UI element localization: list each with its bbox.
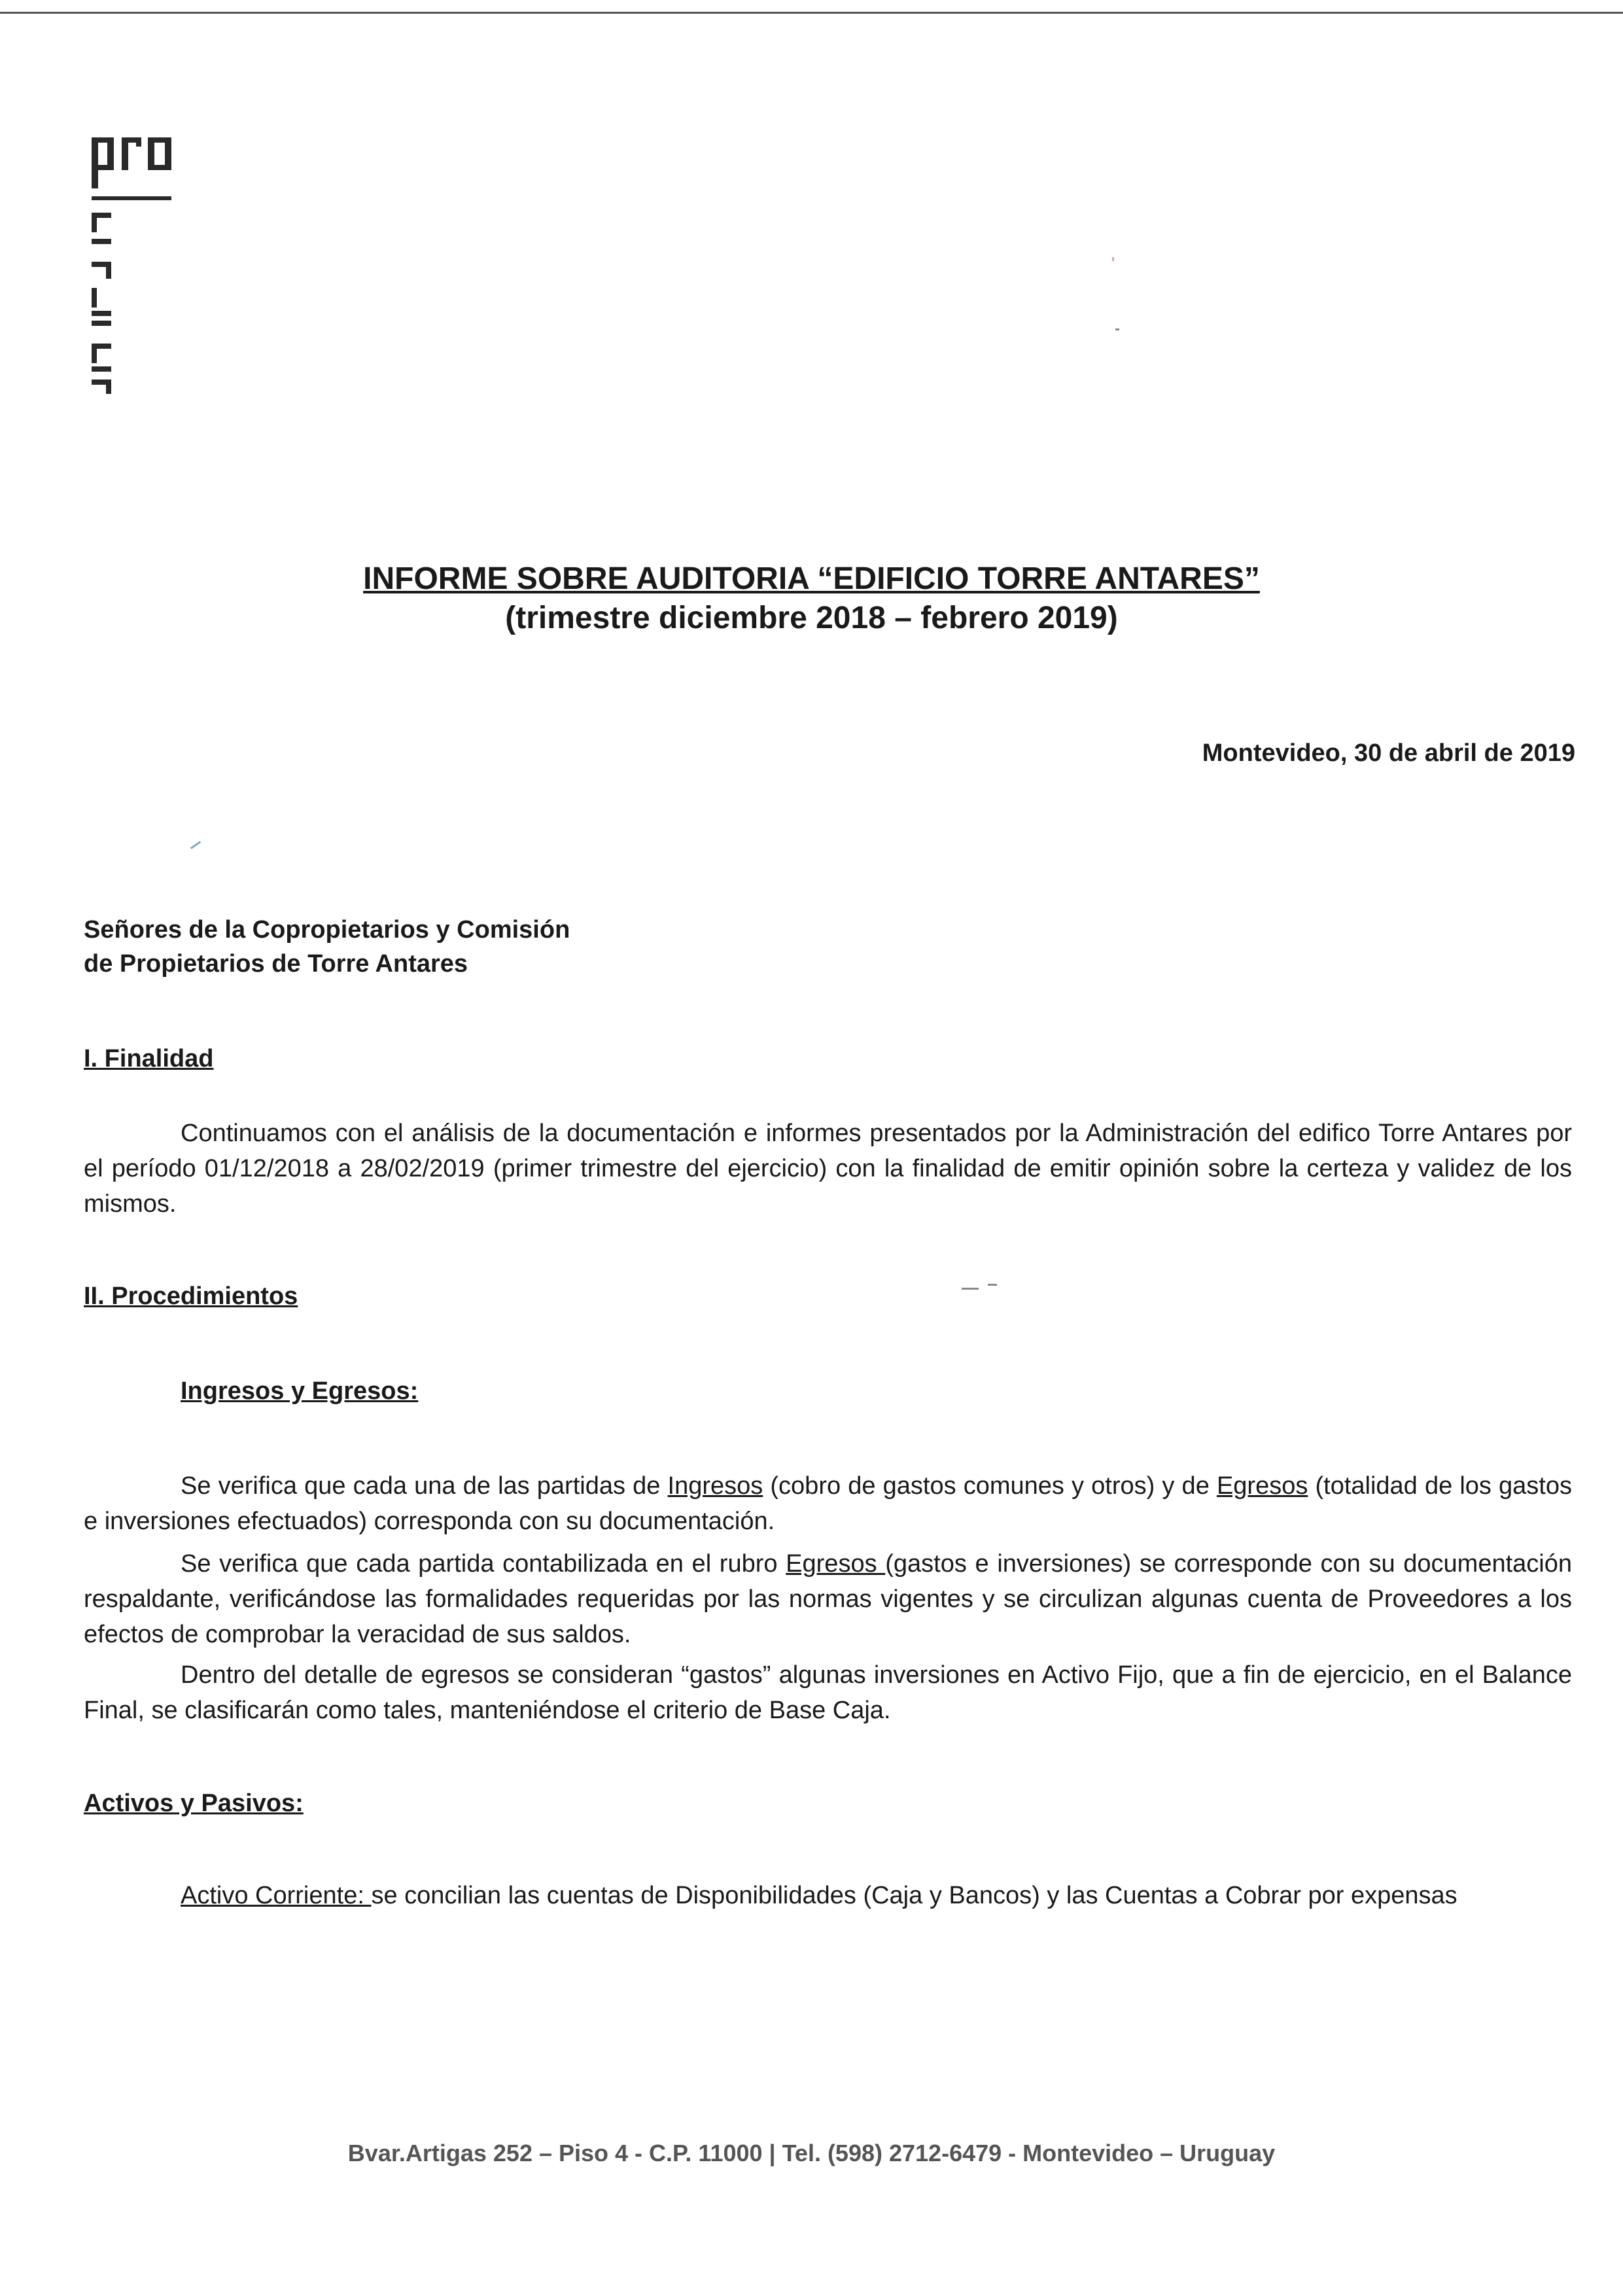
addressee <box>84 913 570 981</box>
p2-text-a: Se verifica que cada partida contabilizada en el rubro <box>181 1550 786 1578</box>
scan-speck <box>1112 257 1114 261</box>
letterhead-footer: Bvar.Artigas 252 – Piso 4 - C.P. 11000 | Tel. (598) 2712-6479 - Montevideo – Uruguay <box>347 2140 1276 2166</box>
p1-text-b: (cobro de gastos comunes y otros) y de <box>763 1472 1217 1500</box>
scan-speck <box>190 841 201 849</box>
p1-text-a: Se verifica que cada una de las partidas de <box>181 1472 668 1500</box>
p1-ingresos-term: Ingresos <box>667 1472 763 1500</box>
p2-text-b: (gastos e inversiones) se corresponde con su documentación respaldante, verificándose las formalidades requeridas por las normas vigentes y se circulizan algunas cuenta de Proveedores a los efectos de comprobar la veracidad de sus saldos. <box>84 1550 1572 1648</box>
procedimientos-paragraph-3: Dentro del detalle de egresos se consideran “gastos” algunas inversiones en Activo Fijo, que a fin de ejercicio, en el Balance Final, se clasificarán como tales, manteniéndose el criterio de Base Caja. <box>84 1661 1572 1724</box>
estudio-pro-logo <box>77 98 175 399</box>
section-heading-activos-pasivos: Activos y Pasivos: <box>84 1790 304 1817</box>
addressee-line-1: Señores de la Copropietarios y Comisión <box>84 916 570 944</box>
title-line-2: (trimestre diciembre 2018 – febrero 2019) <box>505 601 1118 635</box>
p1-text-c: (totalidad de los gastos e inversiones efectuados) corresponda con su documentación. <box>84 1472 1573 1535</box>
activos-paragraph <box>181 1878 1574 1913</box>
report-title <box>0 559 1623 638</box>
report-date: Montevideo, 30 de abril de 2019 <box>1202 739 1575 767</box>
addressee-line-2: de Propietarios de Torre Antares <box>84 950 468 978</box>
scan-top-edge <box>0 12 1623 14</box>
section-heading-procedimientos: II. Procedimientos <box>84 1282 298 1310</box>
p1-egresos-term: Egresos <box>1216 1472 1308 1500</box>
finalidad-paragraph: Continuamos con el análisis de la documentación e informes presentados por la Administración del edifico Torre Antares por el período 01/12/2018 a 28/02/2019 (primer trimestre del ejercicio) con la finalidad de emitir opinión sobre la certeza y validez de los mismos. <box>84 1120 1572 1218</box>
scan-speck <box>962 1288 979 1290</box>
procedimientos-paragraph-1 <box>84 1468 1572 1539</box>
scan-speck <box>988 1284 997 1286</box>
procedimientos-paragraph-2 <box>84 1546 1572 1652</box>
scan-speck <box>1115 328 1119 330</box>
title-line-1: INFORME SOBRE AUDITORIA “EDIFICIO TORRE ANTARES” <box>363 561 1260 596</box>
section-heading-finalidad: I. Finalidad <box>84 1045 214 1072</box>
activos-text: se concilian las cuentas de Disponibilidades (Caja y Bancos) y las Cuentas a Cobrar por expensas <box>371 1882 1457 1909</box>
activo-corriente-term: Activo Corriente: <box>181 1882 372 1909</box>
p2-egresos-term: Egresos <box>786 1550 886 1578</box>
subheading-ingresos-egresos: Ingresos y Egresos: <box>181 1377 419 1405</box>
